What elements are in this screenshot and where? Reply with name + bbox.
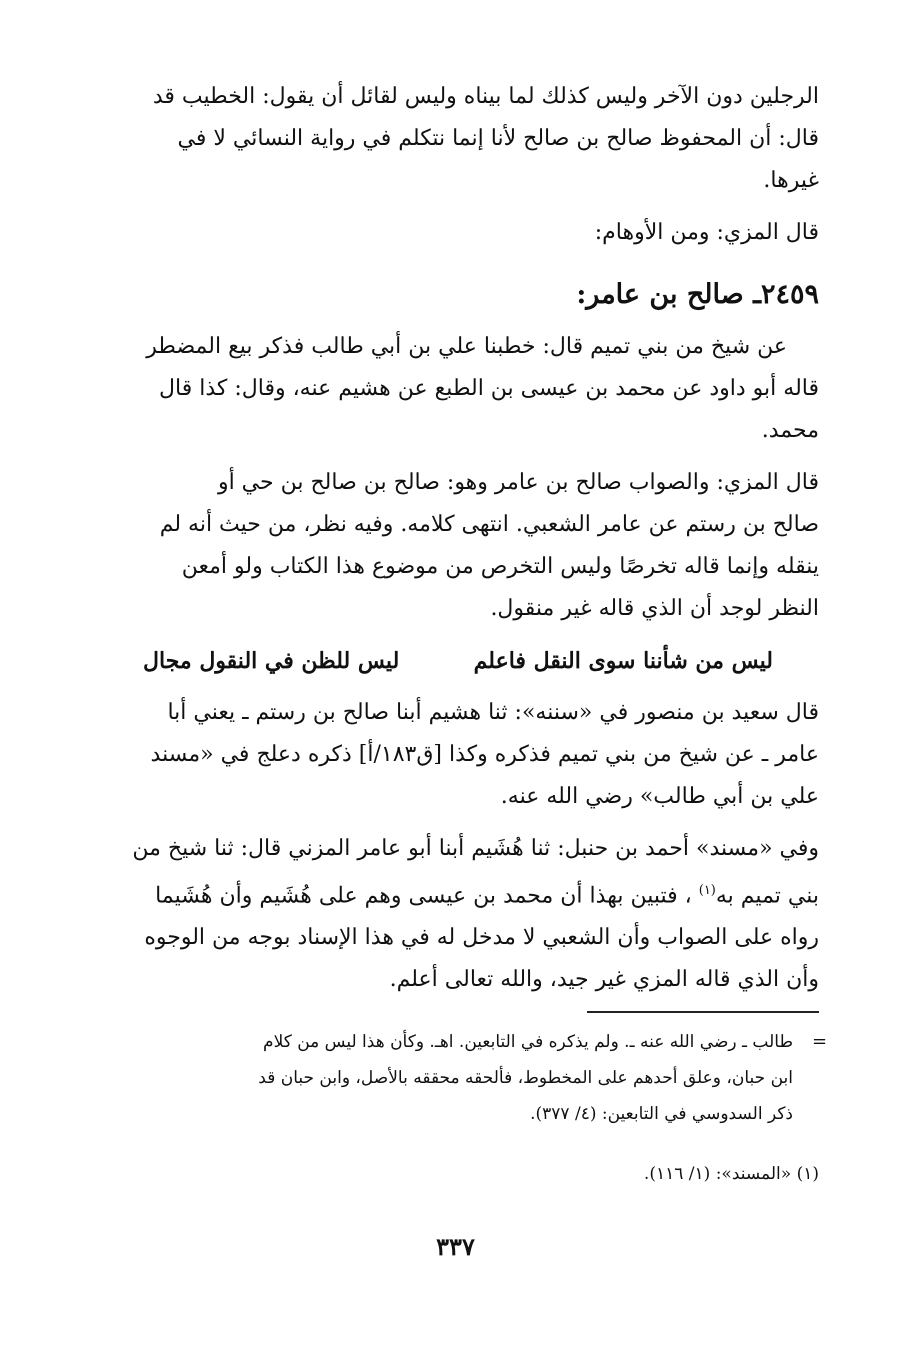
- poem-hemistich-left: ليس للظن في النقول مجال: [143, 648, 400, 674]
- text-line: قال: أن المحفوظ صالح بن صالح لأنا إنما نتكلم في رواية النسائي لا في: [177, 126, 819, 151]
- entry-heading-block: [97, 274, 819, 316]
- text-line: [97, 870, 819, 917]
- footnote-line: (١) «المسند»: (١/ ١١٦).: [643, 1164, 819, 1184]
- text-line: قال المزي: والصواب صالح بن عامر وهو: صالح بن صالح بن حي أو: [217, 470, 819, 495]
- text-line: محمد.: [761, 418, 819, 443]
- paragraph-3: [97, 326, 819, 452]
- footnote-line: طالب ـ رضي الله عنه ـ. ولم يذكره في التابعين. اهـ. وكأن هذا ليس من كلام: [263, 1032, 793, 1052]
- text-line: صالح بن رستم عن عامر الشعبي. انتهى كلامه. وفيه نظر، من حيث أنه لم: [159, 512, 819, 537]
- text-segment: بني تميم به: [715, 883, 819, 909]
- footnote-1: [97, 1156, 819, 1192]
- text-line: غيرها.: [763, 168, 819, 193]
- text-line: الرجلين دون الآخر وليس كذلك لما بيناه وليس لقائل أن يقول: الخطيب قد: [152, 84, 819, 109]
- text-line: قال سعيد بن منصور في «سننه»: ثنا هشيم أبنا صالح بن رستم ـ يعني أبا: [167, 700, 819, 725]
- text-line: رواه على الصواب وأن الشعبي لا مدخل له في هذا الإسناد بوجه من الوجوه: [144, 925, 819, 951]
- footnotes: [97, 1024, 793, 1132]
- page-number: ٣٣٧: [436, 1232, 475, 1261]
- text-line: علي بن أبي طالب» رضي الله عنه.: [500, 784, 819, 809]
- paragraph-6: [97, 828, 819, 1001]
- paragraph-2: [97, 212, 819, 254]
- text-line: عن شيخ من بني تميم قال: خطبنا علي بن أبي طالب فذكر بيع المضطر: [146, 334, 787, 359]
- footnote-line: ابن حبان، وعلق أحدهم على المخطوط، فألحقه محققه بالأصل، وابن حبان قد: [258, 1068, 793, 1088]
- paragraph-5: [97, 692, 819, 818]
- poem-hemistich-right: ليس من شأننا سوى النقل فاعلم: [473, 648, 773, 674]
- text-line: عامر ـ عن شيخ من بني تميم فذكره وكذا [ق١٨٣/أ] ذكره دعلج في «مسند: [150, 742, 819, 767]
- text-line: قاله أبو داود عن محمد بن عيسى بن الطبع عن هشيم عنه، وقال: كذا قال: [159, 376, 819, 401]
- paragraph-4: [97, 462, 819, 630]
- poem-verse: [97, 640, 819, 682]
- text-line: النظر لوجد أن الذي قاله غير منقول.: [490, 596, 819, 621]
- text-line: قال المزي: ومن الأوهام:: [594, 220, 819, 245]
- entry-heading: ٢٤٥٩ـ صالح بن عامر:: [576, 279, 819, 310]
- text-line: ينقله وإنما قاله تخرصًا وليس التخرص من موضوع هذا الكتاب ولو أمعن: [181, 554, 819, 579]
- footnote-ref: (١): [698, 883, 716, 898]
- text-line: وفي «مسند» أحمد بن حنبل: ثنا هُشَيم أبنا أبو عامر المزني قال: ثنا شيخ من: [132, 836, 819, 861]
- footnote-continuation-mark: =: [812, 1031, 828, 1052]
- footnote-divider: [587, 1011, 819, 1013]
- text-line: وأن الذي قاله المزي غير جيد، والله تعالى أعلم.: [389, 967, 819, 993]
- footnote-line: ذكر السدوسي في التابعين: (٤/ ٣٧٧).: [530, 1104, 793, 1124]
- text-segment: ، فتبين بهذا أن محمد بن عيسى وهم على هُشَيم وأن هُشَيما: [155, 883, 692, 909]
- paragraph-1: [97, 76, 819, 202]
